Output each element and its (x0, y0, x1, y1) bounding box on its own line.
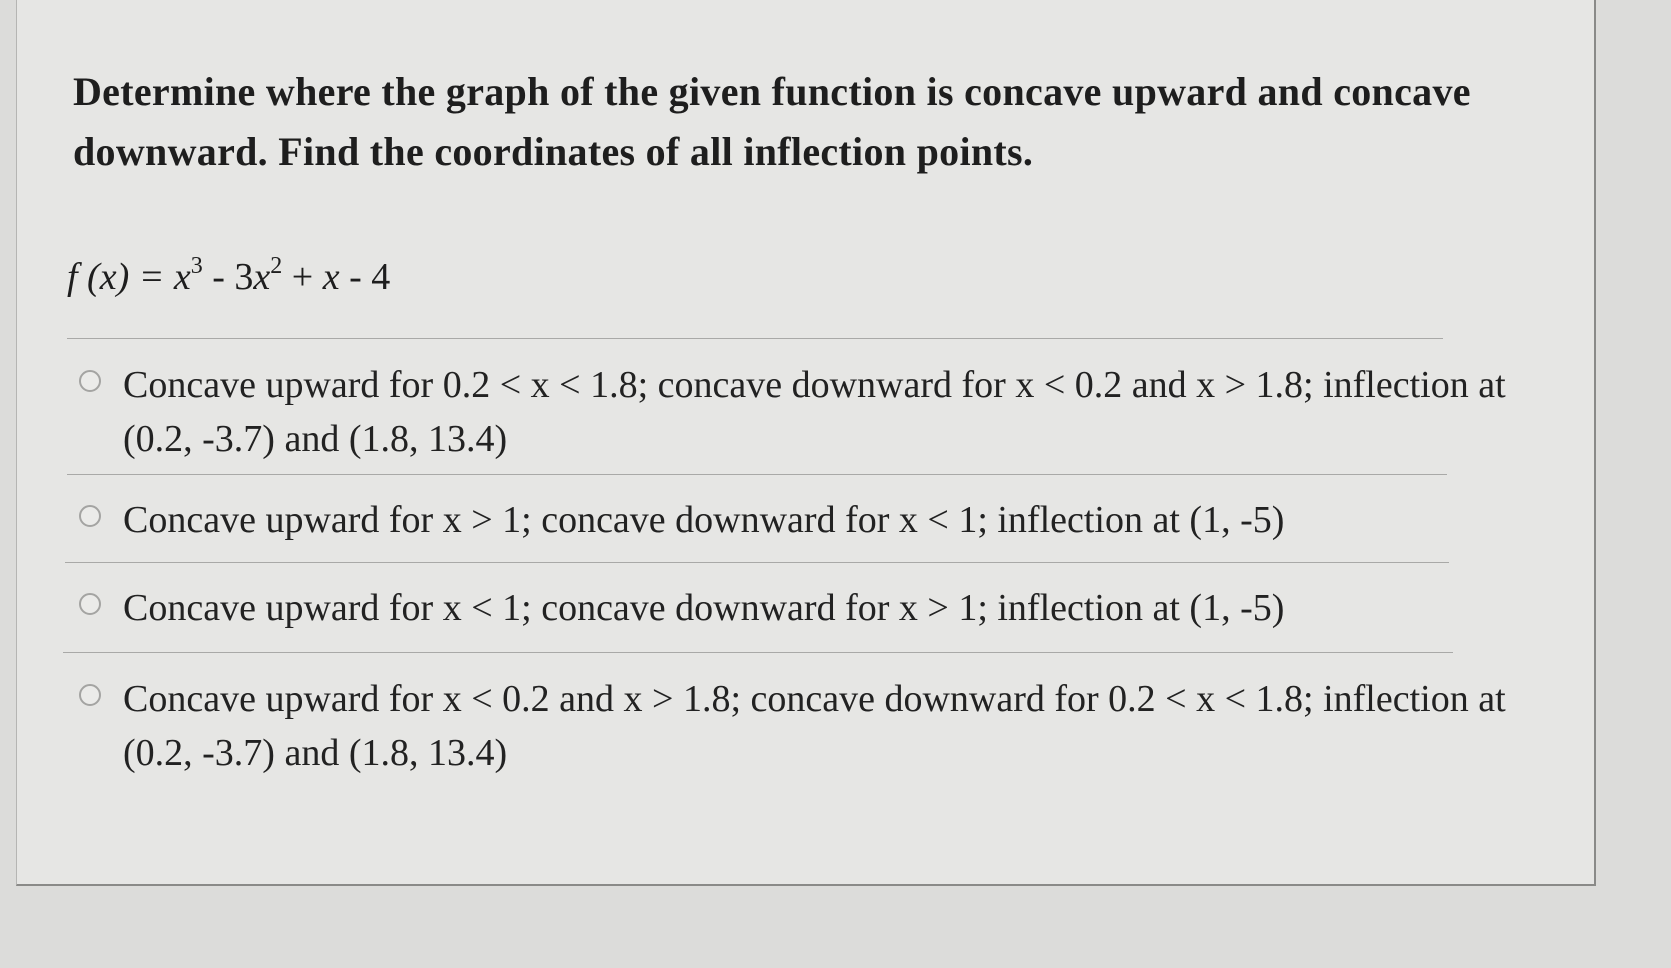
answer-option-label: Concave upward for x < 1; concave downward for x > 1; inflection at (1, -5) (123, 587, 1285, 629)
divider (67, 338, 1443, 339)
divider (67, 474, 1447, 475)
function-exponent: 3 (190, 253, 203, 279)
answer-option-4[interactable] (79, 672, 1539, 780)
answer-option-label: Concave upward for x > 1; concave downward for x < 1; inflection at (1, -5) (123, 499, 1285, 541)
radio-button-icon[interactable] (79, 505, 101, 527)
radio-button-icon[interactable] (79, 370, 101, 392)
divider (65, 562, 1449, 563)
function-term: - 3 (202, 256, 254, 298)
function-lhs: f (x) = (67, 256, 174, 298)
function-expression (67, 254, 390, 300)
function-term-x: x (173, 256, 191, 298)
divider (63, 652, 1453, 653)
question-prompt: Determine where the graph of the given function is concave upward and concave downward. Find the coordinates of all inflection points. (73, 69, 1471, 174)
function-term-x: x (253, 256, 271, 298)
function-term: + (282, 256, 323, 298)
question-card (16, 0, 1596, 886)
answer-option-2[interactable] (79, 493, 1539, 547)
radio-button-icon[interactable] (79, 684, 101, 706)
answer-option-label: Concave upward for x < 0.2 and x > 1.8; concave downward for 0.2 < x < 1.8; inflection at (0.2, -3.7) and (1.8, 13.4) (123, 678, 1506, 774)
answer-option-3[interactable] (79, 581, 1539, 635)
answer-option-1[interactable] (79, 358, 1539, 466)
function-exponent: 2 (270, 253, 283, 279)
answer-option-label: Concave upward for 0.2 < x < 1.8; concave downward for x < 0.2 and x > 1.8; inflection at (0.2, -3.7) and (1.8, 13.4) (123, 364, 1506, 460)
function-term-x: x (322, 256, 340, 298)
function-term: - 4 (339, 256, 391, 298)
radio-button-icon[interactable] (79, 593, 101, 615)
